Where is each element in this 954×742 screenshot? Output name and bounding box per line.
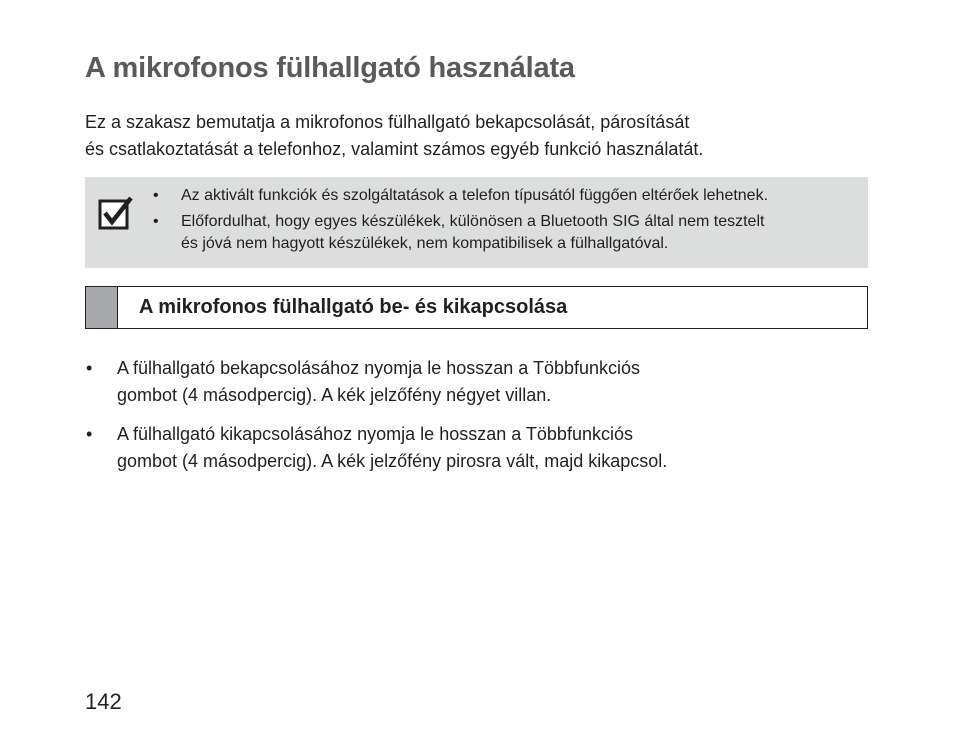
step-text: gombot (4 másodpercig). A kék jelzőfény négyet villan. [117, 385, 552, 405]
note-list [153, 185, 768, 259]
note-text: és jóvá nem hagyott készülékek, nem kompatibilisek a fülhallgatóval. [181, 235, 669, 252]
step-text: gombot (4 másodpercig). A kék jelzőfény pirosra vált, majd kikapcsol. [117, 451, 668, 471]
intro-line: és csatlakoztatását a telefonhoz, valamint számos egyéb funkció használatát. [85, 139, 704, 159]
list-item [85, 355, 667, 409]
page-title: A mikrofonos fülhallgató használata [85, 52, 575, 84]
note-text: Előfordulhat, hogy egyes készülékek, különösen a Bluetooth SIG által nem tesztelt [181, 213, 765, 230]
section-tab-marker [86, 287, 118, 328]
bullet: • [86, 358, 93, 378]
note-item [153, 185, 768, 207]
list-item [85, 421, 667, 475]
intro-line: Ez a szakasz bemutatja a mikrofonos fülhallgató bekapcsolását, párosítását [85, 112, 690, 132]
note-item [153, 211, 768, 255]
bullet: • [86, 424, 93, 444]
step-text: A fülhallgató bekapcsolásához nyomja le hosszan a Többfunkciós [117, 358, 641, 378]
page-number: 142 [85, 689, 122, 714]
checkbox-checked-icon [98, 195, 134, 231]
intro-paragraph [85, 109, 885, 163]
section-header [85, 286, 868, 329]
bullet: • [153, 213, 159, 230]
step-text: A fülhallgató kikapcsolásához nyomja le hosszan a Többfunkciós [117, 424, 633, 444]
bullet: • [153, 187, 159, 204]
steps-list [85, 355, 667, 487]
note-box [85, 177, 868, 268]
section-title: A mikrofonos fülhallgató be- és kikapcsolása [139, 296, 568, 318]
note-text: Az aktivált funkciók és szolgáltatások a telefon típusától függően eltérőek lehetnek. [181, 187, 769, 204]
